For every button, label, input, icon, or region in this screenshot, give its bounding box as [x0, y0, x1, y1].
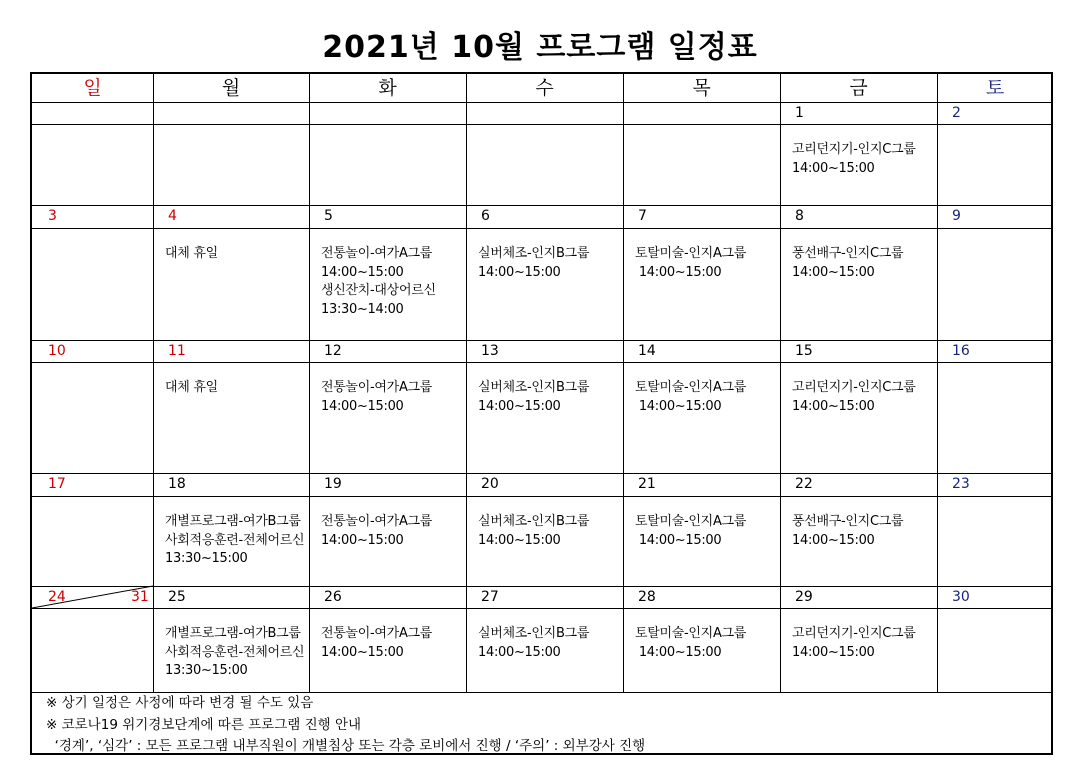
day-number: 22 [795, 476, 813, 492]
day-event: 풍선배구-인지C그룹 14:00~15:00 [792, 514, 904, 548]
day-event: 전통놀이-여가A그룹 14:00~15:00 [321, 626, 433, 660]
day-number: 16 [952, 343, 970, 359]
day-number: 18 [168, 476, 186, 492]
day-number: 30 [952, 589, 970, 605]
weekday-header: 수 [535, 77, 554, 99]
day-event: 실버체조-인지B그룹 14:00~15:00 [478, 380, 590, 414]
footnote: ‘경계’, ‘심각’ : 모든 프로그램 내부직원이 개별침상 또는 각층 로비에서 진행 / ‘주의’ : 외부강사 진행 [46, 738, 646, 754]
day-event: 토탈미술-인지A그룹 14:00~15:00 [635, 626, 747, 660]
day-number: 25 [168, 589, 186, 605]
day-event: 개별프로그램-여가B그룹 사회적응훈련-전체어르신 13:30~15:00 [165, 514, 305, 566]
day-number: 13 [481, 343, 499, 359]
day-event: 고리던지기-인지C그룹 14:00~15:00 [792, 626, 916, 660]
day-number: 24 [48, 589, 66, 605]
day-number: 26 [324, 589, 342, 605]
day-event: 고리던지기-인지C그룹 14:00~15:00 [792, 142, 916, 176]
day-event: 전통놀이-여가A그룹 14:00~15:00 생신잔치-대상어르신 13:30~14:00 [321, 246, 436, 317]
weekday-header: 월 [221, 77, 241, 99]
footnote: ※ 코로나19 위기경보단계에 따른 프로그램 진행 안내 [46, 716, 362, 733]
day-number: 19 [324, 476, 342, 492]
day-number: 7 [638, 208, 647, 224]
day-number: 12 [324, 343, 342, 359]
day-number: 3 [48, 208, 57, 224]
day-number: 5 [324, 208, 333, 224]
day-event: 실버체조-인지B그룹 14:00~15:00 [478, 626, 590, 660]
day-event: 토탈미술-인지A그룹 14:00~15:00 [635, 380, 747, 414]
day-number: 21 [638, 476, 656, 492]
day-event: 전통놀이-여가A그룹 14:00~15:00 [321, 514, 433, 548]
page-title: 2021년 10월 프로그램 일정표 [322, 30, 758, 65]
day-event: 풍선배구-인지C그룹 14:00~15:00 [792, 246, 904, 280]
weekday-header: 화 [378, 77, 397, 99]
weekday-header: 일 [83, 77, 102, 99]
day-number: 11 [168, 343, 186, 359]
weekday-header: 금 [849, 77, 868, 99]
day-number: 9 [952, 208, 961, 224]
day-number: 15 [795, 343, 813, 359]
day-event: 토탈미술-인지A그룹 14:00~15:00 [635, 514, 747, 548]
day-event: 대체 휴일 [165, 246, 218, 261]
day-event: 실버체조-인지B그룹 14:00~15:00 [478, 514, 590, 548]
day-number: 17 [48, 476, 66, 492]
day-number: 1 [795, 105, 804, 121]
day-event: 고리던지기-인지C그룹 14:00~15:00 [792, 380, 916, 414]
day-number: 2 [952, 105, 961, 121]
day-number: 6 [481, 208, 490, 224]
day-number: 14 [638, 343, 656, 359]
day-number-extra: 31 [131, 589, 149, 605]
weekday-header: 토 [985, 77, 1005, 99]
day-event: 개별프로그램-여가B그룹 사회적응훈련-전체어르신 13:30~15:00 [165, 626, 305, 678]
day-event: 전통놀이-여가A그룹 14:00~15:00 [321, 380, 433, 414]
day-event: 실버체조-인지B그룹 14:00~15:00 [478, 246, 590, 280]
footnote: ※ 상기 일정은 사정에 따라 변경 될 수도 있음 [46, 695, 314, 711]
day-event: 대체 휴일 [165, 380, 218, 395]
day-event: 토탈미술-인지A그룹 14:00~15:00 [635, 246, 747, 280]
day-number: 8 [795, 208, 804, 224]
day-number: 10 [48, 343, 66, 359]
day-number: 29 [795, 589, 813, 605]
date-split-line [32, 74, 1053, 714]
day-number: 4 [168, 208, 177, 224]
weekday-header: 목 [692, 77, 711, 99]
day-number: 28 [638, 589, 656, 605]
day-number: 27 [481, 589, 499, 605]
calendar-table [30, 72, 1053, 755]
day-number: 20 [481, 476, 499, 492]
day-number: 23 [952, 476, 970, 492]
